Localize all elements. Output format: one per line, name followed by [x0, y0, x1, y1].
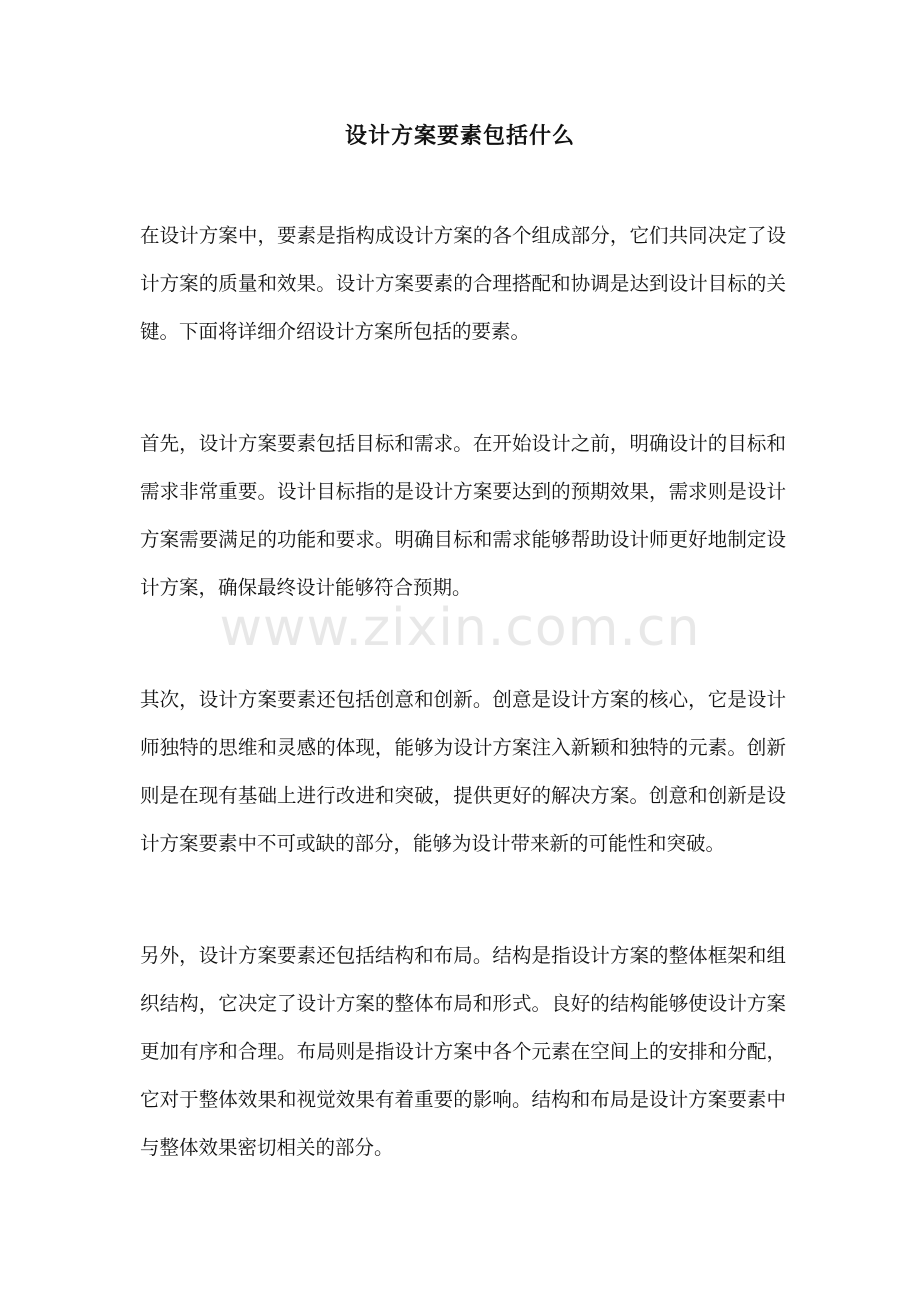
paragraph-structure-layout: 另外，设计方案要素还包括结构和布局。结构是指设计方案的整体框架和组织结构，它决定了设计方案的整体布局和形式。良好的结构能够使设计方案更加有序和合理。布局则是指设计方案中各个元素在空间上的安排和分配，它对于整体效果和视觉效果有着重要的影响。结构和布局是设计方案要素中与整体效果密切相关的部分。 [140, 944, 786, 1159]
watermark-text: www.zixin.com.cn [219, 598, 701, 658]
document-title: 设计方案要素包括什么 [344, 123, 575, 149]
paragraph-goals-needs: 首先，设计方案要素包括目标和需求。在开始设计之前，明确设计的目标和需求非常重要。设计目标指的是设计方案要达到的预期效果，需求则是设计方案需要满足的功能和要求。明确目标和需求能够帮助设计师更好地制定设计方案，确保最终设计能够符合预期。 [140, 432, 786, 599]
document-body [140, 212, 786, 1236]
paragraph-creativity-innovation: 其次，设计方案要素还包括创意和创新。创意是设计方案的核心，它是设计师独特的思维和灵感的体现，能够为设计方案注入新颖和独特的元素。创新则是在现有基础上进行改进和突破，提供更好的解决方案。创意和创新是设计方案要素中不可或缺的部分，能够为设计带来新的可能性和突破。 [140, 688, 786, 855]
paragraph-intro: 在设计方案中，要素是指构成设计方案的各个组成部分，它们共同决定了设计方案的质量和效果。设计方案要素的合理搭配和协调是达到设计目标的关键。下面将详细介绍设计方案所包括的要素。 [140, 224, 786, 343]
